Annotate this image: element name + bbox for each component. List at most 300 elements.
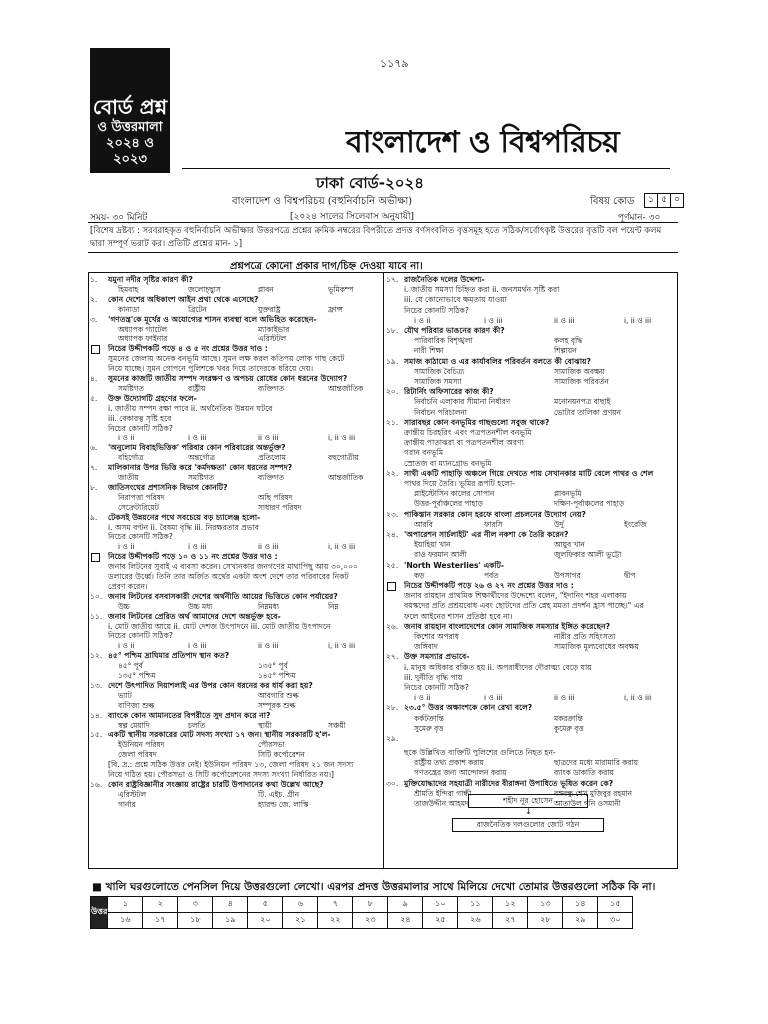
answer-option: জলোচ্ছ্বাস xyxy=(188,284,221,294)
question-line xyxy=(404,448,443,458)
answer-option: উত্তর-পূর্বাঞ্চলের পাহাড় xyxy=(414,499,483,509)
answer-option: i, ii ও iii xyxy=(328,542,356,552)
question-line xyxy=(386,530,569,540)
answer-option: অধ্যাপক গ্যাটেল xyxy=(118,324,167,334)
answer-option: হিমবাহ xyxy=(118,284,139,294)
answer-option: ম্যাকাইভার xyxy=(258,324,290,334)
question-line xyxy=(404,663,592,673)
question-line xyxy=(404,285,559,295)
answer-option: পারিবারিক বিশৃঙ্খলা xyxy=(414,336,473,346)
answer-option: i, ii ও iii xyxy=(624,315,652,325)
answer-option: ii ও iii xyxy=(554,315,575,325)
question-text: রিটার্নিং অফিসারের কাজ কী? xyxy=(404,387,494,397)
answer-option: নির্বাচনি এলাকার সীমানা নির্ধারণ xyxy=(414,397,511,407)
flow-box-top: শহীদ নূর হোসেন xyxy=(468,794,588,808)
answer-option: ১৪৫° পশ্চিম xyxy=(258,671,296,680)
column-divider xyxy=(383,272,384,869)
answer-option: চলতি xyxy=(188,720,206,730)
question-text: প্রেরণ করেন। xyxy=(108,581,148,591)
answer-cell[interactable]: ২২ xyxy=(318,913,353,929)
question-line xyxy=(90,275,193,285)
question-line xyxy=(386,417,550,428)
no-mark-note: প্রশ্নপত্রে কোনো প্রকার দাগ/চিহ্ন দেওয়া যাবে না। xyxy=(230,261,423,272)
question-text: i. মোট জাতীয় আয়ে ii. মোট দেশজ উৎপাদনে iii. মোট জাতীয় উৎপাদনে xyxy=(108,621,331,631)
divider xyxy=(88,222,678,223)
answer-option: i ও iii xyxy=(188,641,207,651)
question-text: [বি. দ্র.: প্রশ্নে সঠিক উত্তর নেই। ইউনিয়ন পরিষদ ১৩, জেলা পরিষদ ২১ জন সদস্য xyxy=(108,760,354,770)
question-text: যৌথ পরিবার ভাঙনের কারণ কী? xyxy=(404,326,505,335)
answer-side-label: উত্তর xyxy=(91,897,108,929)
answer-cell[interactable]: ২৯ xyxy=(563,913,598,929)
question-text: কোন দেশের অধিকাংশ আইন প্রথা থেকে এসেছে? xyxy=(108,294,259,304)
question-line xyxy=(90,512,261,523)
question-line xyxy=(108,354,344,364)
question-line xyxy=(386,326,505,336)
question-line xyxy=(90,680,313,691)
answer-cell[interactable]: ১৫ xyxy=(598,897,633,913)
question-text: 'অনুলোম বিবাহভিত্তিক' পরিবার কোন পরিবারের অন্তর্ভুক্ত? xyxy=(108,443,286,453)
question-number: ১৯. xyxy=(386,356,399,366)
question-number: ৩০. xyxy=(386,778,399,788)
question-number: ২৩. xyxy=(386,509,399,519)
badge-line3: ২০২৪ ও ২০২৩ xyxy=(106,136,154,167)
question-text: 'গণতন্ত্র'কে মূর্খের ও অযোগ্যের শাসন ব্যবস্থা বলে অভিহিত করেছেন- xyxy=(108,314,317,324)
flow-box-bottom: রাজনৈতিক দলগুলোর জোট গঠন xyxy=(452,818,604,832)
question-line xyxy=(108,562,358,572)
question-line xyxy=(108,523,259,533)
answer-option: স্থায়ী xyxy=(258,720,272,730)
answer-option: রাও ফরমান আলী xyxy=(414,550,467,560)
question-line xyxy=(108,532,173,542)
answer-cell[interactable]: ১৯ xyxy=(213,913,248,929)
answer-option: i ও ii xyxy=(414,315,431,325)
answer-option: জুলফিকার আলী ভুট্টো xyxy=(554,550,622,560)
question-line xyxy=(108,631,173,641)
question-number: ১৬. xyxy=(90,779,103,789)
answer-option: সমষ্টিগত xyxy=(188,473,214,482)
answer-option: প্লাইস্টোসিন কালের সোপান xyxy=(414,489,495,499)
question-text: স্রোতজ বা ম্যানগ্রোভ বনভূমি xyxy=(404,458,492,468)
question-text: একটি স্থানীয় সরকারের মোট সদস্য সংখ্যা ১৭ জন। স্থানীয় সরকারটি হ'ল- xyxy=(108,730,331,740)
answer-option: আয়ুব খান xyxy=(554,540,585,550)
answer-cell[interactable]: ১৩ xyxy=(528,897,563,913)
answer-option: দ্বীপ xyxy=(624,570,636,580)
question-text: উক্ত উদ্যোগটি গ্রহণের ফলে- xyxy=(108,393,197,403)
question-number: ১৭. xyxy=(386,275,399,284)
answer-cell[interactable]: ২ xyxy=(143,897,178,913)
answer-option: ii ও iii xyxy=(554,693,575,703)
question-number: ৬. xyxy=(90,443,98,453)
question-line xyxy=(90,314,317,325)
question-line xyxy=(108,404,273,414)
subject-code-digit: ১ xyxy=(644,193,658,208)
question-number: ৪. xyxy=(90,374,98,383)
question-text: বয়স্কদের প্রতি প্রশ্রয়বোধ এবং ছোটদের প্রতি স্নেহ মমতা প্রদর্শন হ্রাস পাচ্ছে।" এর xyxy=(404,601,644,611)
answer-option: প্লাবন xyxy=(258,284,274,294)
answer-option: নির্বাচন পরিচালনা xyxy=(414,407,467,417)
question-text: সারাবছর কোন বনভূমির গাছগুলো সবুজ থাকে? xyxy=(404,417,550,427)
question-text: মুক্তিযোদ্ধাদের সহযাত্রী নারীদের বীরাঙ্গনা উপাধিতে ভূষিত করেন কে? xyxy=(404,778,614,788)
question-line xyxy=(404,438,524,448)
question-number: ২৫. xyxy=(386,560,399,570)
question-number: ১৮. xyxy=(386,326,399,335)
question-line xyxy=(90,374,348,384)
question-line xyxy=(386,356,591,367)
answer-option: শিল্পায়ন xyxy=(554,346,577,356)
answer-option: আন্তর্জাতিক xyxy=(328,383,364,393)
answer-cell[interactable]: ৩০ xyxy=(598,913,633,929)
question-number: ৯. xyxy=(90,512,98,522)
question-number: ১২. xyxy=(90,651,103,661)
answer-option: আরবি xyxy=(414,519,433,529)
answer-option: i ও ii xyxy=(118,433,135,443)
answer-option: সুমেরু বৃত্ত xyxy=(414,723,444,733)
answer-option: ভ্যাট xyxy=(118,690,132,700)
answer-option: সেক্রেটারিয়েট xyxy=(118,502,159,512)
answer-option: এরিস্টটল xyxy=(258,334,287,344)
question-line xyxy=(90,482,228,493)
answer-cell[interactable]: ১৭ xyxy=(143,913,178,929)
full-marks: পূর্ণমান- ৩০ xyxy=(618,213,661,223)
answer-option: সামাজিক সমস্যা xyxy=(414,377,462,386)
question-text: সুমনের জেলায় অনেক বনভূমি আছে। সুমন লক্ষ করল কতিপয় লোক গাছ কেটে xyxy=(108,354,345,364)
answer-cell[interactable]: ১৮ xyxy=(178,913,213,929)
answer-option: i ও ii xyxy=(118,542,135,552)
answer-option: সম্পূরক শুল্ক xyxy=(258,700,296,710)
question-number: ১১. xyxy=(90,611,103,621)
answer-cell[interactable]: ১৪ xyxy=(563,897,598,913)
question-text: 'অপারেশন সার্চলাইট' এর নীল নকশা কে তৈরি করেন? xyxy=(404,530,569,539)
answer-cell[interactable]: ২৬ xyxy=(458,913,493,929)
answer-cell[interactable]: ৮ xyxy=(353,897,388,913)
question-text: নিচের উদ্দীপকটি পড়ে ২৬ ও ২৭ নং প্রশ্নের উত্তর দাও : xyxy=(404,581,574,590)
question-number: ৫. xyxy=(90,393,98,403)
answer-cell[interactable]: ৪ xyxy=(213,897,248,913)
answer-option: উচ্চ xyxy=(118,601,130,611)
divider xyxy=(88,252,678,253)
question-line xyxy=(404,306,469,316)
answer-option: ইংরেজি xyxy=(624,519,647,529)
question-text: i. অসম বণ্টন ii. বৈষম্য বৃদ্ধি iii. নিরক্ষরতার প্রভাব xyxy=(108,522,259,532)
question-line xyxy=(386,275,485,285)
question-number: ১৫. xyxy=(90,730,103,740)
answer-option: ইয়াহিয়া খান xyxy=(414,540,451,550)
answer-option: নিরাপত্তা পরিষদ xyxy=(118,492,165,502)
answer-option: এরিস্টটল xyxy=(118,789,147,799)
answer-option: পৌরসভা xyxy=(258,740,285,750)
answer-option: ব্রিটেন xyxy=(188,304,207,314)
question-text: iii. বেকারত্ব সৃষ্টি হবে xyxy=(108,413,172,423)
question-number: ২৬. xyxy=(386,621,399,631)
question-line xyxy=(404,295,507,305)
question-line xyxy=(90,611,281,622)
question-number: ১. xyxy=(90,275,98,284)
question-number: ৭. xyxy=(90,463,98,473)
answer-option: সামাজিক অবক্ষয় xyxy=(554,366,605,376)
checkbox-icon xyxy=(91,553,100,562)
question-text: নিচের উদ্দীপকটি পড়ে ১০ ও ১১ নং প্রশ্নের উত্তর দাও : xyxy=(108,552,278,562)
question-text: 'North Westerlies' একটি- xyxy=(404,560,505,570)
answer-cell[interactable]: ২৫ xyxy=(423,913,458,929)
question-line xyxy=(386,387,494,397)
question-text: জাতিসংঘের প্রশাসনিক বিভাগ কোনটি? xyxy=(108,482,228,492)
answer-option: আতাউল গনি ওসমানী xyxy=(554,799,621,808)
question-text: iii. দুর্নীতি বৃদ্ধি পায় xyxy=(404,672,463,682)
question-line xyxy=(108,552,278,562)
answer-option: i ও iii xyxy=(484,315,503,325)
question-line xyxy=(90,463,293,473)
answer-option: নারীর প্রতি সহিংসতা xyxy=(554,632,616,641)
question-number: ১৪. xyxy=(90,710,103,720)
answer-option: কড় xyxy=(414,570,425,580)
answer-option: i, ii ও iii xyxy=(328,641,356,651)
question-line xyxy=(108,582,148,592)
answer-option: বঙ্গবন্ধু শেখ মুজিবুর রহমান xyxy=(554,788,632,798)
checkbox-icon xyxy=(91,345,100,354)
question-number: ২৪. xyxy=(386,530,399,539)
answer-option: মকরক্রান্তি xyxy=(554,713,583,723)
answer-option: i ও iii xyxy=(188,433,207,443)
answer-option: ব্যাংক ডাকাতি করায় xyxy=(554,768,614,778)
answer-option: বহুগোত্রীয় xyxy=(328,453,359,463)
question-text: পাকিস্তান সরকার কোন হরফে বাংলা প্রচলনের উদ্যোগ নেয়? xyxy=(404,509,586,519)
answer-option: ব্যক্তিগত xyxy=(258,383,284,393)
answer-option: মনোনয়নপত্র বাছাই xyxy=(554,397,611,407)
question-line xyxy=(386,652,470,662)
answer-cell[interactable]: ৭ xyxy=(318,897,353,913)
syllabus-note: [২০২৪ সালের সিলেবাস অনুযায়ী] xyxy=(290,212,415,222)
question-text: নিচের উদ্দীপকটি পড়ে ৪ ও ৫ নং প্রশ্নের উত্তর দাও : xyxy=(108,344,268,354)
board-title: ঢাকা বোর্ড-২০২৪ xyxy=(316,174,424,192)
question-line xyxy=(404,459,492,469)
question-number: ২১. xyxy=(386,417,399,427)
answer-option: ব্যক্তিগত xyxy=(258,473,284,482)
question-text: সমাজ কাঠামো ও এর কার্যাবলির পরিবর্তন বলতে কী বোঝায়? xyxy=(404,356,591,366)
question-text: জনাব লিটনের সুবাই এ ব্যবসা করেন। সেখানকার জনগণের মাথাপিছু আয় ৩০,০০০ xyxy=(108,562,358,572)
question-number: ৩. xyxy=(90,314,98,324)
answer-cell[interactable]: ২৭ xyxy=(493,913,528,929)
answer-cell[interactable]: ১১ xyxy=(458,897,493,913)
question-number: ২৮. xyxy=(386,703,399,713)
answer-option: ii ও iii xyxy=(258,641,279,651)
answer-cell[interactable]: ১ xyxy=(108,897,143,913)
answer-option: স্বল্প মেয়াদি xyxy=(118,720,150,730)
answer-cell[interactable]: ৩ xyxy=(178,897,213,913)
answer-option: সাধারণ পরিষদ xyxy=(258,502,302,512)
answer-option: জঙ্গিবাদ xyxy=(414,642,438,652)
question-text: নিচের কোনটি সঠিক? xyxy=(404,305,469,315)
question-text: ২৩.৫° উত্তর অক্ষাংশকে কোন রেখা বলে? xyxy=(404,703,533,713)
question-line xyxy=(108,414,171,424)
question-text: ক্রান্তীয় চিরহরিৎ এবং পত্রপতনশীল বনভূমি xyxy=(404,428,532,437)
question-line xyxy=(404,612,513,622)
question-text: ৪৫° পশ্চিম দ্রাঘিমার প্রতিপাদ স্থান কত? xyxy=(108,651,230,661)
question-line xyxy=(108,364,313,374)
question-line xyxy=(108,424,173,434)
question-text: ফলে আইনের শাসন প্রতিষ্ঠা হবে না। xyxy=(404,611,513,621)
answer-option: গার্নার xyxy=(118,799,136,809)
answer-option: নিম্নমধ্য xyxy=(258,601,279,611)
question-text: রাজনৈতিক দলের উদ্দেশ্য- xyxy=(404,275,485,284)
question-line xyxy=(386,621,611,632)
question-number: ২৯. xyxy=(386,734,399,743)
answer-option: i ও iii xyxy=(188,542,207,552)
question-text: জনাব রায়হান প্রাথমিক শিক্ষার্থীদের উদ্দেশ্যে বলেন, "ইদানিং শহর এলাকায় xyxy=(404,591,627,601)
answer-option: i, ii ও iii xyxy=(624,693,652,703)
answer-option: গণতন্ত্রের জন্য আন্দোলন করায় xyxy=(414,768,507,778)
answer-option: কলহ বৃদ্ধি xyxy=(554,336,583,346)
answer-option: জেলা পরিষদ xyxy=(118,750,157,760)
answer-option: নারী শিক্ষা xyxy=(414,346,444,356)
question-text: জনাব লিটনের প্রেরিত অর্থ আমাদের দেশে অন্তর্ভুক্ত হবে- xyxy=(108,611,281,621)
answer-option: ii ও iii xyxy=(258,542,279,552)
checkbox-icon xyxy=(387,582,396,591)
answer-cell[interactable]: ২৪ xyxy=(388,913,423,929)
question-line xyxy=(90,651,230,661)
question-text: দেশে উৎপাদিত দিয়াশলাই এর উপর কোন ধরনের কর ধার্য করা হয়? xyxy=(108,680,313,690)
answer-cell[interactable]: ২৮ xyxy=(528,913,563,929)
question-text: নিচের কোনটি সঠিক? xyxy=(108,423,173,433)
question-text: কোন রাষ্ট্রবিজ্ঞানীর সংজ্ঞায় রাষ্ট্রের চারটি উপাদানের কথা উল্লেখ আছে? xyxy=(108,779,324,789)
question-text: i. মানুষ অধিকার বঞ্চিত হয় ii. অপরাধীদের দৌরাত্ম্য বেড়ে যায় xyxy=(404,662,592,672)
question-number: ১৩. xyxy=(90,680,103,690)
question-number: ৮. xyxy=(90,482,98,492)
answer-option: i ও ii xyxy=(118,641,135,651)
question-line xyxy=(386,778,614,789)
answer-option: i ও iii xyxy=(484,693,503,703)
answer-option: রাষ্ট্রীয় তথ্য প্রকাশ করায় xyxy=(414,758,484,768)
answer-option: রাষ্ট্রীয় xyxy=(188,383,206,393)
answer-option: ফারসি xyxy=(484,519,503,529)
answer-option: সামাজিক বৈচিত্র্য xyxy=(414,366,465,376)
question-text: পাথর দিয়ে তৈরি। ভূমির রূপটি হলো- xyxy=(404,479,515,488)
question-text: i. জাতীয় সমস্যা চিহ্নিত করা ii. জনসমর্থন সৃষ্টি করা xyxy=(404,285,560,295)
answer-option: বাণিজ্য শুল্ক xyxy=(118,700,155,710)
question-line xyxy=(404,581,574,591)
question-text: জনাব রায়হান বাংলাদেশের কোন সামাজিক সমস্যার ইঙ্গিত করেছেন? xyxy=(404,621,611,631)
question-text: নিচের কোনটি সঠিক? xyxy=(108,532,173,542)
answer-option: প্লাবনভূমি xyxy=(554,489,582,499)
question-text: নিয়ে গঠিত হয়। পৌরসভা ও সিটি কর্পোরেশনের সদস্য সংখ্যা নির্ধারিত নয়।] xyxy=(108,770,334,779)
answer-option: টি. এইচ. গ্রীন xyxy=(258,789,300,799)
question-line xyxy=(90,730,331,740)
answer-option: কানাডা xyxy=(118,304,140,314)
answer-option: সামাজিক পরিবর্তন xyxy=(554,377,609,386)
question-text: নিচের কোনটি সঠিক? xyxy=(404,683,469,692)
question-text: সুমনের কাজটি জাতীয় সম্পদ সংরক্ষণ ও অপচয় রোধের কোন ধরনের উদ্যোগ? xyxy=(108,374,348,383)
answer-cell[interactable]: ৫ xyxy=(248,897,283,913)
question-text: ব্যাংকে কোন আমানতের বিপরীতে সুদ প্রদান করে না? xyxy=(108,710,271,720)
answer-option: সমষ্টিগত xyxy=(118,383,144,393)
question-line xyxy=(90,393,197,404)
answer-option: কিশোর অপরাধ xyxy=(414,632,459,641)
answer-option: ছাত্রদের মধ্যে মারামারি করায় xyxy=(554,758,638,768)
answer-option: বহির্গোত্র xyxy=(118,453,144,463)
question-line xyxy=(90,443,286,453)
answer-cell[interactable]: ২৩ xyxy=(353,913,388,929)
subject-code-digit: ৫ xyxy=(657,193,671,208)
answer-cell[interactable]: ১৬ xyxy=(108,913,143,929)
question-text: যমুনা নদীর সৃষ্টির কারণ কী? xyxy=(108,275,193,284)
answer-option: ভোটার তালিকা প্রণয়ন xyxy=(554,407,621,417)
answer-option: i ও ii xyxy=(414,693,431,703)
question-text: সাথী একটি পাহাড়ি অঞ্চলে গিয়ে দেখতে পায় সেখানকার মাটি বেলে পাথর ও শেল xyxy=(404,468,654,478)
answer-cell[interactable]: ২১ xyxy=(283,913,318,929)
answer-option: অন্তর্গোত্র xyxy=(188,453,215,463)
answer-option: i, ii ও iii xyxy=(328,433,356,443)
question-line xyxy=(108,344,268,354)
answer-option: উপসাগর xyxy=(554,570,581,580)
question-line xyxy=(108,622,331,632)
question-line xyxy=(386,560,505,571)
question-line xyxy=(90,591,338,602)
answer-table xyxy=(90,896,633,929)
question-text: ছকে উল্লিখিত ব্যক্তিটি পুলিশের গুলিতে নিহত হন- xyxy=(404,748,556,757)
question-line xyxy=(386,468,654,479)
book-badge xyxy=(90,48,170,173)
time-allowed: সময়- ৩০ মিনিট xyxy=(90,213,148,223)
answer-option: ৪৫° পূর্ব xyxy=(118,661,143,671)
subject-code-label: বিষয় কোড xyxy=(590,196,635,207)
instruction-text: [বিশেষ দ্রষ্টব্য : সরবরাহকৃত বহুনির্বাচনি অভীক্ষার উত্তরপত্রে প্রশ্নের ক্রমিক নম্বরের বিপরীতে প্রদত্ত বর্ণসংবলিত বৃত্তসমূহ হতে সঠিক/সর্বোৎকৃষ্ট উত্তরের বৃত্তটি বল পয়েন্ট কলম দ্বারা সম্পূর্ণ ভরাট কর। প্রতিটি প্রশ্নের মান- ১] xyxy=(90,226,662,249)
answer-option: হ্যারল্ড জে. লাস্কি xyxy=(258,799,309,809)
question-line xyxy=(108,760,353,770)
answer-option: কর্কটক্রান্তি xyxy=(414,713,444,723)
answer-option: অছি পরিষদ xyxy=(258,492,293,502)
question-line xyxy=(404,601,644,611)
question-text: নিচের কোনটি সঠিক? xyxy=(108,631,173,641)
badge-line1: বোর্ড প্রশ্ন xyxy=(92,95,168,119)
question-number: ১০. xyxy=(90,591,103,601)
subject-title: বাংলাদেশ ও বিশ্বপরিচয় xyxy=(346,125,620,160)
question-line xyxy=(404,428,531,438)
answer-heading: ■ খালি ঘরগুলোতে পেনসিল দিয়ে উত্তরগুলো লেখো। এরপর প্রদত্ত উত্তরমালার সাথে মিলিয়ে দেখো তোমার উত্তরগুলো সঠিক কি না। xyxy=(92,881,656,893)
answer-option: যুক্তরাষ্ট্র xyxy=(258,304,281,314)
badge-line2: ও উত্তরমালা xyxy=(97,120,163,135)
answer-cell[interactable]: ২০ xyxy=(248,913,283,929)
answer-option: সিটি কর্পোরেশন xyxy=(258,750,305,760)
question-text: মালিকানার উপর ভিত্তি করে 'কর্মদক্ষতা' কোন ধরনের সম্পদ? xyxy=(108,463,293,473)
answer-option: পর্বত xyxy=(484,570,499,580)
question-line xyxy=(386,703,533,713)
answer-option: আন্তর্জাতিক xyxy=(328,473,364,482)
answer-option: অধ্যাপক ফাইনার xyxy=(118,334,168,344)
answer-cell[interactable]: ১০ xyxy=(423,897,458,913)
answer-cell[interactable]: ৬ xyxy=(283,897,318,913)
subject-line: বাংলাদেশ ও বিশ্বপরিচয় (বহুনির্বাচনি অভীক্ষা) xyxy=(232,196,413,207)
answer-option: তাজউদ্দীন আহমদ xyxy=(414,799,469,808)
question-text: ক্রান্তীয় পাতাঝরা বা পত্রপতনশীল অরণ্য xyxy=(404,438,524,448)
question-line xyxy=(404,673,462,683)
answer-option: সঞ্চয়ী xyxy=(328,720,346,730)
answer-option: ii ও iii xyxy=(258,433,279,443)
question-number: ২. xyxy=(90,294,98,304)
question-line xyxy=(108,572,349,582)
answer-option: আবগারি শুল্ক xyxy=(258,690,299,700)
answer-option: জাতীয় xyxy=(118,473,139,482)
question-line xyxy=(404,683,469,693)
answer-cell[interactable]: ১২ xyxy=(493,897,528,913)
question-number: ২০. xyxy=(386,387,399,397)
question-line xyxy=(108,770,334,780)
question-text: iii. যে কোনোভাবে ক্ষমতায় যাওয়া xyxy=(404,295,507,305)
answer-option: শ্রীমতি ইন্দিরা গান্ধী xyxy=(414,788,472,798)
question-text: টেকসই উন্নয়নের পথে সবচেয়ে বড় চ্যালেঞ্জ হলো- xyxy=(108,512,261,522)
answer-option: দক্ষিণ-পূর্বাঞ্চলের পাহাড় xyxy=(554,499,625,509)
answer-cell[interactable]: ৯ xyxy=(388,897,423,913)
title-rule xyxy=(182,168,670,169)
question-text: i. জাতীয় সম্পদ রক্ষা পাবে ii. অর্থনৈতিক উন্নয়ন ঘটবে xyxy=(108,403,273,413)
